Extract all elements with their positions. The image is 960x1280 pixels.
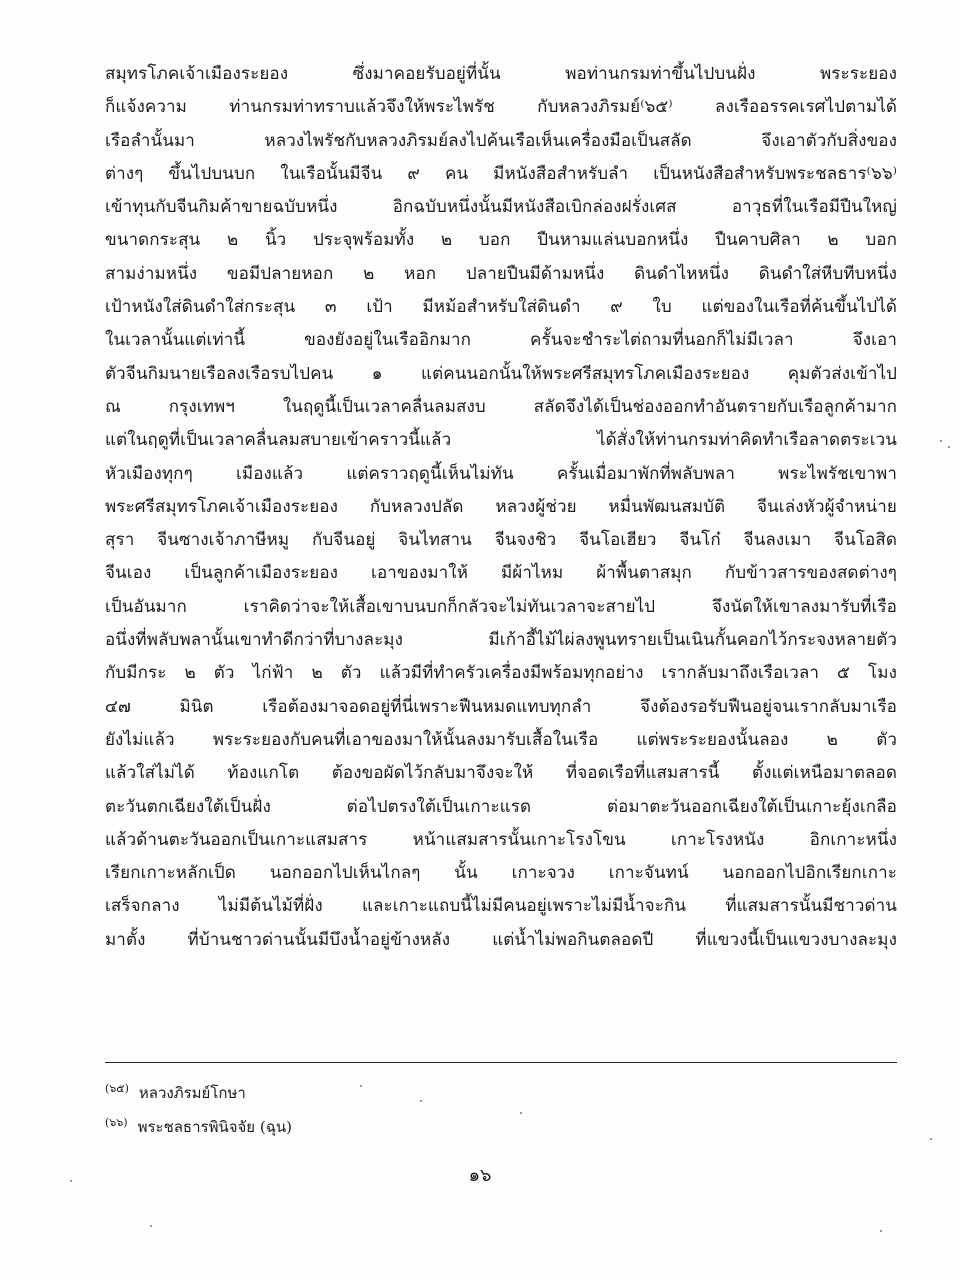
scan-speck bbox=[420, 1100, 422, 1102]
text-line: ต่างๆ ขึ้นไปบนบก ในเรือนั้นมีจีน ๙ คน มีหนังสือสำหรับลำ เป็นหนังสือสำหรับพระชลธาร⁽๖๖⁾ bbox=[105, 163, 897, 184]
scan-speck bbox=[880, 1230, 882, 1232]
scan-speck bbox=[930, 1138, 932, 1140]
text-line: กับมีกระ ๒ ตัว ไก่ฟ้า ๒ ตัว แล้วมีที่ทำครัวเครื่องมีพร้อมทุกอย่าง เรากลับมาถึงเรือเวลา ๕ โมง bbox=[105, 663, 897, 684]
text-line: พระศรีสมุทรโภคเจ้าเมืองระยอง กับหลวงปลัด หลวงผู้ช่วย หมื่นพัฒนสมบัติ จีนเล่งหัวผู้จำหน่าย bbox=[105, 496, 897, 517]
footnote-divider bbox=[105, 1062, 897, 1063]
text-line: ๔๗ มินิต เรือต้องมาจอดอยู่ที่นี่เพราะฟืนหมดแทบทุกลำ จึงต้องรอรับฟืนอยู่จนเรากลับมาเรือ bbox=[105, 696, 897, 717]
text-line: ก็แจ้งความ ท่านกรมท่าทราบแล้วจึงให้พระไพรัช กับหลวงภิรมย์⁽๖๕⁾ ลงเรืออรรคเรศไปตามได้ bbox=[105, 97, 897, 118]
footnote bbox=[105, 1072, 897, 1106]
footnote bbox=[105, 1106, 897, 1140]
text-line: อนึ่งที่พลับพลานั้นเขาทำดีกว่าที่บางละมุง มีเก้าอี้ไม้ไผ่ลงพูนทรายเป็นเนินกั้นคอกไว้กระจงหลายตัว bbox=[105, 630, 897, 651]
footnotes bbox=[105, 1072, 897, 1140]
text-line: เป็นอันมาก เราคิดว่าจะให้เสื้อเขาบนบกก็กลัวจะไม่ทันเวลาจะสายไป จึงนัดให้เขาลงมารับที่เรือ bbox=[105, 596, 897, 617]
text-line: เป้าหนังใส่ดินดำใส่กระสุน ๓ เป้า มีหม้อสำหรับใส่ดินดำ ๙ ใบ แต่ของในเรือที่ค้นขึ้นไปได้ bbox=[105, 297, 897, 318]
scan-speck bbox=[948, 446, 950, 448]
text-line: เสร็จกลาง ไม่มีต้นไม้ที่ฝั่ง และเกาะแถบนี้ไม่มีคนอยู่เพราะไม่มีน้ำจะกิน ที่แสมสารนั้นมีชาวด่าน bbox=[105, 896, 897, 917]
text-line: ในเวลานั้นแต่เท่านี้ ของยังอยู่ในเรืออิกมาก ครั้นจะชำระไต่ถามที่นอกก็ไม่มีเวลา จึงเอา bbox=[105, 330, 897, 351]
footnote-text: พระชลธารพินิจจัย (ฉุน) bbox=[137, 1118, 293, 1136]
text-line: เรือลำนั้นมา หลวงไพรัชกับหลวงภิรมย์ลงไปค้นเรือเห็นเครื่องมือเป็นสลัด จึงเอาตัวกับสิ่งของ bbox=[105, 130, 897, 151]
text-line: สุรา จีนซางเจ้าภาษีหมู กับจีนอยู่ จินไทสาน จีนจงชิว จีนโอเฮียว จีนโก๋ จีนลงเมา จีนโอสิด bbox=[105, 530, 897, 551]
page-number: ๑๖ bbox=[468, 1165, 492, 1186]
text-line: ตัวจีนกิมนายเรือลงเรือรบไปคน ๑ แต่คนนอกนั้นให้พระศรีสมุทรโภคเมืองระยอง คุมตัวส่งเข้าไป bbox=[105, 363, 897, 384]
scan-speck bbox=[520, 1112, 522, 1114]
scan-speck bbox=[940, 440, 942, 442]
text-line: ตะวันตกเฉียงใต้เป็นฝั่ง ต่อไปตรงใต้เป็นเกาะแรด ต่อมาตะวันออกเฉียงใต้เป็นเกาะยุ้งเกลือ bbox=[105, 796, 897, 817]
text-line: แล้วด้านตะวันออกเป็นเกาะแสมสาร หน้าแสมสารนั้นเกาะโรงโขน เกาะโรงหนัง อิกเกาะหนึ่ง bbox=[105, 829, 897, 850]
scan-speck bbox=[150, 1225, 152, 1227]
footnote-mark: (๖๖) bbox=[105, 1116, 128, 1129]
text-line: จีนเอง เป็นลูกค้าเมืองระยอง เอาของมาให้ มีผ้าไหม ผ้าพื้นตาสมุก กับข้าวสารของสดต่างๆ bbox=[105, 563, 897, 584]
footnote-mark: (๖๕) bbox=[105, 1082, 129, 1095]
text-line: สามง่ามหนึ่ง ขอมีปลายหอก ๒ หอก ปลายปืนมีด้ามหนึ่ง ดินดำไหหนึ่ง ดินดำใส่หีบทีบหนึ่ง bbox=[105, 263, 897, 284]
text-line: เข้าทุนกับจีนกิมค้าขายฉบับหนึ่ง อิกฉบับหนึ่งนั้นมีหนังสือเบิกล่องฝรั่งเศส อาวุธที่ในเรือมีปืนใหญ่ bbox=[105, 197, 897, 218]
text-line: แล้วใส่ไม่ได้ ท้องแกโต ต้องขอผัดไว้กลับมาจึงจะให้ ที่จอดเรือที่แสมสารนี้ ตั้งแต่เหนือมาตลอด bbox=[105, 763, 897, 784]
text-line: ขนาดกระสุน ๒ นิ้ว ประจุพร้อมทั้ง ๒ บอก ปืนหามแล่นบอกหนึ่ง ปืนคาบศิลา ๒ บอก bbox=[105, 230, 897, 251]
text-line: ยังไม่แล้ว พระระยองกับคนที่เอาของมาให้นั้นลงมารับเสื้อในเรือ แต่พระระยองนั้นลอง ๒ ตัว bbox=[105, 729, 897, 750]
body-text bbox=[105, 58, 897, 957]
scan-speck bbox=[70, 1180, 72, 1182]
text-line: สมุทรโภคเจ้าเมืองระยอง ซึ่งมาคอยรับอยู่ที่นั้น พอท่านกรมท่าขึ้นไปบนฝั่ง พระระยอง bbox=[105, 64, 897, 84]
text-line: ณ กรุงเทพฯ ในฤดูนี้เป็นเวลาคลื่นลมสงบ สลัดจึงได้เป็นช่องออกทำอันตรายกับเรือลูกค้ามาก bbox=[105, 396, 897, 417]
text-line: เรียกเกาะหลักเป็ด นอกออกไปเห็นไกลๆ นั้น เกาะจวง เกาะจันทน์ นอกออกไปอิกเรียกเกาะ bbox=[105, 863, 897, 884]
text-line: หัวเมืองทุกๆ เมืองแล้ว แต่คราวฤดูนี้เห็นไม่ทัน ครั้นเมื่อมาพักที่พลับพลา พระไพรัชเขาพา bbox=[105, 463, 897, 484]
text-line: แต่ในฤดูที่เป็นเวลาคลื่นลมสบายเข้าคราวนี้แล้ว ได้สั่งให้ท่านกรมท่าคิดทำเรือลาดตระเวน bbox=[105, 430, 897, 451]
scan-speck bbox=[360, 1085, 362, 1087]
text-line: มาตั้ง ที่บ้านชาวด่านนั้นมีบึงน้ำอยู่ข้างหลัง แต่น้ำไม่พอกินตลอดปี ที่แขวงนี้เป็นแขวงบางละมุง bbox=[105, 929, 897, 950]
footnote-text: หลวงภิรมย์โกษา bbox=[138, 1084, 246, 1102]
